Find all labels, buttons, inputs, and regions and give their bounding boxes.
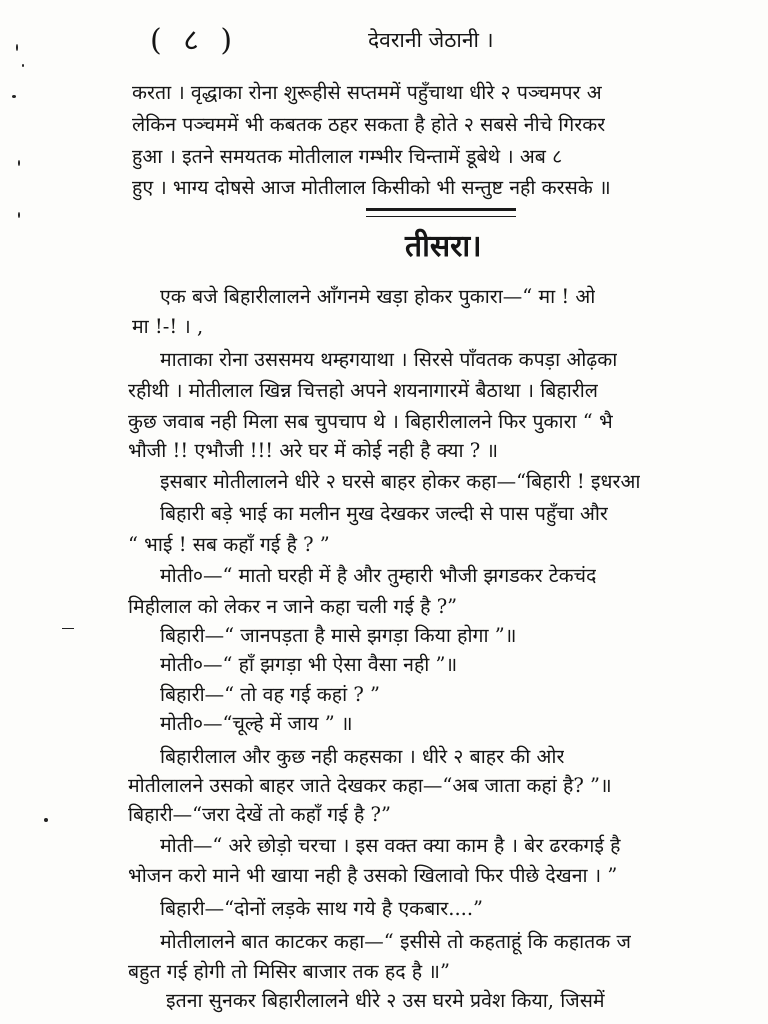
text-line: मोती०—“ हाँ झगड़ा भी ऐसा वैसा नही ”॥ — [160, 653, 458, 676]
text-line: बिहारी—“ तो वह गई कहां ? ” — [160, 683, 380, 706]
text-line: बिहारी—“दोनों लड़के साथ गये है एकबार....” — [160, 897, 484, 920]
text-line: एक बजे बिहारीलालने आँगनमे खड़ा होकर पुकारा—“ मा ! ओ — [160, 285, 596, 308]
text-line: बिहारी—“ जानपड़ता है मासे झगड़ा किया होगा ”॥ — [160, 624, 517, 647]
text-line: “ भाई ! सब कहाँ गई है ? ” — [128, 533, 330, 556]
text-line: बिहारी बड़े भाई का मलीन मुख देखकर जल्दी से पास पहुँचा और — [160, 502, 608, 525]
text-line: बिहारीलाल और कुछ नही कहसका । धीरे २ बाहर की ओर — [160, 745, 565, 768]
scan-speck — [18, 160, 20, 166]
section-divider — [366, 208, 516, 217]
text-line: लेकिन पञ्चममें भी कबतक ठहर सकता है होते २ सबसे नीचे गिरकर — [132, 113, 606, 136]
text-line: भोजन करो माने भी खाया नही है उसको खिलावो फिर पीछे देखना । ” — [128, 864, 618, 887]
text-line: कुछ जवाब नही मिला सब चुपचाप थे । बिहारीलालने फिर पुकारा “ भै — [128, 410, 613, 433]
text-line: मोती०—“ मातो घरही में है और तुम्हारी भौजी झगडकर टेकचंद — [160, 564, 597, 587]
section-heading: तीसरा। — [405, 229, 482, 264]
scan-speck — [12, 95, 16, 98]
text-line: करता । वृद्धाका रोना शुरूहीसे सप्तममें पहुँचाथा धीरे २ पञ्चमपर अ — [132, 81, 602, 104]
scan-speck — [22, 64, 24, 67]
scan-speck — [18, 212, 20, 218]
scan-speck — [44, 818, 48, 822]
scan-speck — [16, 44, 18, 51]
text-line: इतना सुनकर बिहारीलालने धीरे २ उस घरमे प्रवेश किया, जिसमें — [166, 989, 605, 1012]
scan-speck — [62, 628, 74, 629]
text-line: भौजी !! एभौजी !!! अरे घर में कोई नही है क्या ? ॥ — [128, 439, 499, 462]
text-line: मा !-! । , — [132, 315, 204, 338]
text-line: हुए । भाग्य दोषसे आज मोतीलाल किसीको भी सन्तुष्ट नही करसके ॥ — [132, 176, 611, 199]
text-line: इसबार मोतीलालने धीरे २ घरसे बाहर होकर कहा—“बिहारी ! इधरआ — [160, 470, 641, 493]
text-line: मोती०—“चूल्हे में जाय ” ॥ — [160, 712, 353, 735]
text-line: हुआ । इतने समयतक मोतीलाल गम्भीर चिन्तामें डूबेथे । अब ८ — [132, 145, 563, 168]
text-line: माताका रोना उससमय थम्हगयाथा । सिरसे पाँवतक कपड़ा ओढ़का — [160, 348, 618, 371]
text-line: मोतीलालने उसको बाहर जाते देखकर कहा—“अब जाता कहां है? ”॥ — [128, 774, 612, 797]
text-line: मोती—“ अरे छोड़ो चरचा । इस वक्त क्या काम है । बेर ढरकगई है — [160, 834, 621, 857]
text-line: बहुत गई होगी तो मिसिर बाजार तक हद है ॥” — [128, 960, 450, 983]
text-line: बिहारी—“जरा देखें तो कहाँ गई है ?” — [128, 803, 391, 826]
text-line: मिहीलाल को लेकर न जाने कहा चली गई है ?” — [128, 595, 458, 618]
text-line: रहीथी । मोतीलाल खिन्न चित्तहो अपने शयनागारमें बैठाथा । बिहारील — [128, 379, 599, 402]
page-number: ( ८ ) — [150, 23, 239, 58]
page-header — [0, 18, 768, 62]
text-line: मोतीलालने बात काटकर कहा—“ इसीसे तो कहताहूं कि कहातक ज — [160, 930, 631, 953]
running-title: देवरानी जेठानी । — [368, 28, 494, 52]
